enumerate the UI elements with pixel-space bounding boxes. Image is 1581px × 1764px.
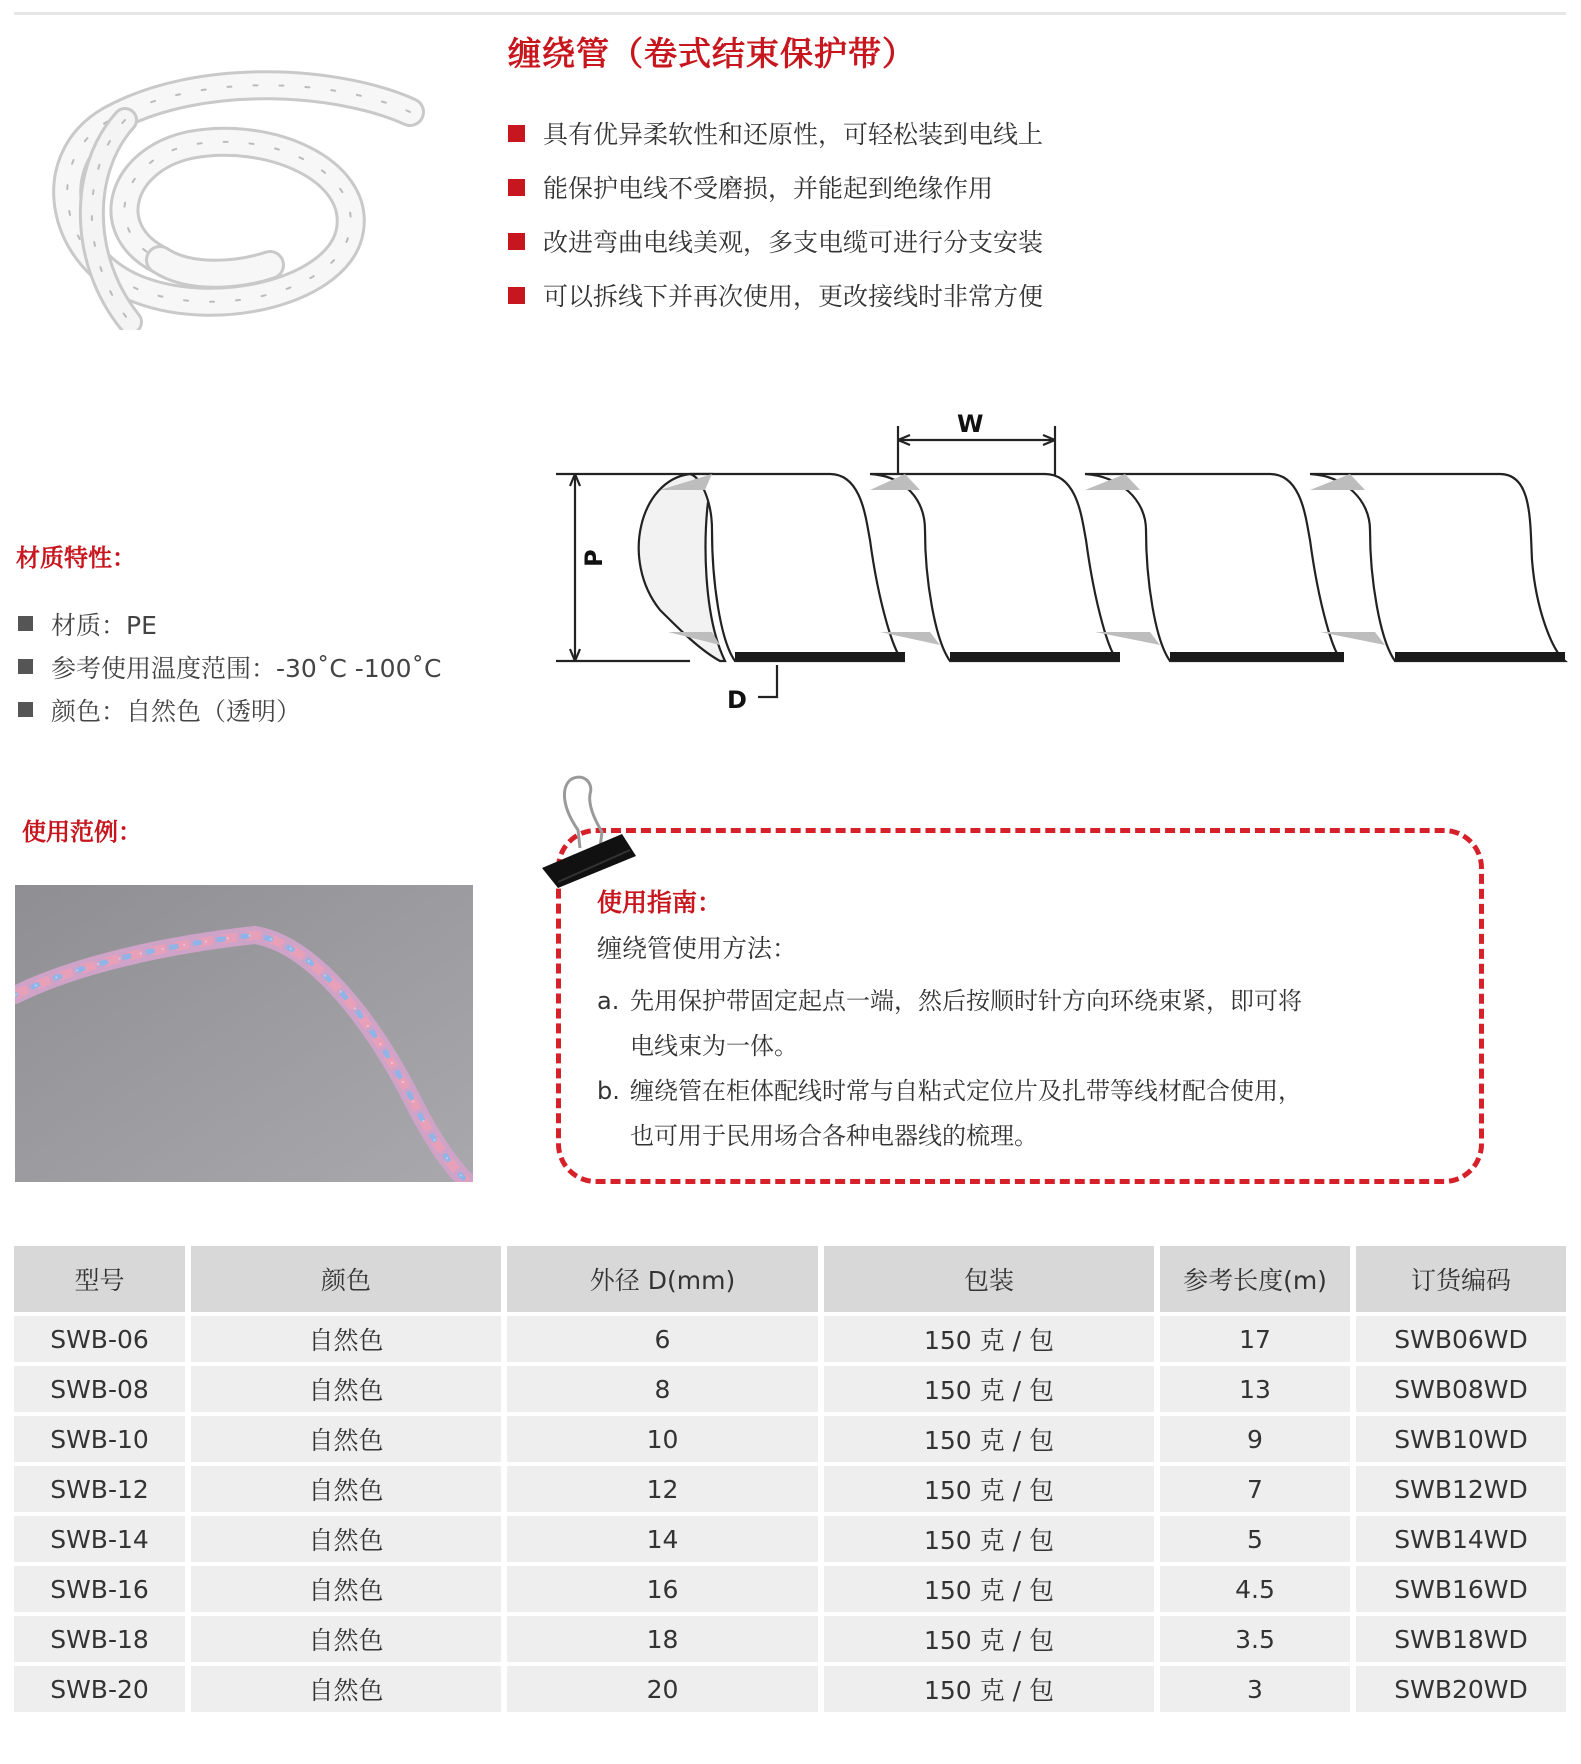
table-row	[14, 1566, 1566, 1612]
table-cell: 自然色	[191, 1616, 501, 1662]
table-cell: 150 克 / 包	[824, 1566, 1154, 1612]
table-row	[14, 1316, 1566, 1362]
top-divider	[14, 12, 1566, 15]
table-cell: SWB-06	[14, 1316, 185, 1362]
table-cell: 12	[507, 1466, 818, 1512]
material-heading: 材质特性：	[16, 544, 136, 572]
table-cell: 18	[507, 1616, 818, 1662]
table-row	[14, 1516, 1566, 1562]
table-row	[14, 1466, 1566, 1512]
usage-guide-box	[556, 828, 1484, 1184]
table-cell: 5	[1160, 1516, 1350, 1562]
feature-item: 可以拆线下并再次使用，更改接线时非常方便	[508, 268, 1043, 322]
table-cell: 自然色	[191, 1416, 501, 1462]
table-cell: 3.5	[1160, 1616, 1350, 1662]
table-cell: SWB-18	[14, 1616, 185, 1662]
table-cell: SWB-08	[14, 1366, 185, 1412]
feature-item: 能保护电线不受磨损，并能起到绝缘作用	[508, 160, 1043, 214]
table-cell: 3	[1160, 1666, 1350, 1712]
d-label: D	[727, 686, 747, 714]
table-cell: 20	[507, 1666, 818, 1712]
table-cell: 150 克 / 包	[824, 1316, 1154, 1362]
table-cell: 自然色	[191, 1466, 501, 1512]
column-header: 颜色	[191, 1246, 501, 1312]
column-header: 外径 D(mm)	[507, 1246, 818, 1312]
table-cell: 13	[1160, 1366, 1350, 1412]
table-cell: SWB12WD	[1356, 1466, 1566, 1512]
table-cell: 150 克 / 包	[824, 1366, 1154, 1412]
table-row	[14, 1616, 1566, 1662]
feature-item: 具有优异柔软性和还原性，可轻松装到电线上	[508, 106, 1043, 160]
bullet-square-icon	[508, 179, 525, 196]
table-cell: 8	[507, 1366, 818, 1412]
table-cell: 14	[507, 1516, 818, 1562]
material-spec-list	[18, 602, 441, 731]
feature-item: 改进弯曲电线美观，多支电缆可进行分支安装	[508, 214, 1043, 268]
column-header: 包装	[824, 1246, 1154, 1312]
table-cell: SWB06WD	[1356, 1316, 1566, 1362]
guide-step-a: a. 先用保护带固定起点一端，然后按顺时针方向环绕束紧，即可将 电线束为一体。	[597, 987, 1302, 1060]
table-cell: SWB08WD	[1356, 1366, 1566, 1412]
table-cell: SWB-12	[14, 1466, 185, 1512]
binder-clip-icon	[540, 770, 650, 890]
table-header-row	[14, 1246, 1566, 1312]
column-header: 型号	[14, 1246, 185, 1312]
bullet-square-icon	[18, 702, 33, 717]
table-row	[14, 1666, 1566, 1712]
table-cell: 16	[507, 1566, 818, 1612]
table-cell: 自然色	[191, 1316, 501, 1362]
table-cell: 自然色	[191, 1516, 501, 1562]
table-cell: 4.5	[1160, 1566, 1350, 1612]
spec-item: 材质：PE	[18, 602, 441, 645]
table-cell: SWB-14	[14, 1516, 185, 1562]
table-cell: 自然色	[191, 1366, 501, 1412]
spiral-dimension-diagram	[552, 402, 1570, 722]
table-cell: 自然色	[191, 1566, 501, 1612]
table-cell: 150 克 / 包	[824, 1666, 1154, 1712]
spec-item: 参考使用温度范围：-30˚C -100˚C	[18, 645, 441, 688]
feature-list	[508, 106, 1043, 322]
usage-heading: 使用范例：	[22, 818, 142, 846]
table-cell: 10	[507, 1416, 818, 1462]
table-cell: 150 克 / 包	[824, 1466, 1154, 1512]
table-cell: SWB20WD	[1356, 1666, 1566, 1712]
product-title: 缠绕管（卷式结束保护带）	[508, 34, 916, 73]
table-cell: 7	[1160, 1466, 1350, 1512]
table-cell: SWB14WD	[1356, 1516, 1566, 1562]
table-cell: 6	[507, 1316, 818, 1362]
bullet-square-icon	[18, 659, 33, 674]
guide-subtitle: 缠绕管使用方法：	[597, 934, 798, 963]
guide-step-b: b. 缠绕管在柜体配线时常与自粘式定位片及扎带等线材配合使用， 也可用于民用场合各种电器线的梳理。	[597, 1077, 1302, 1150]
table-row	[14, 1416, 1566, 1462]
table-cell: SWB10WD	[1356, 1416, 1566, 1462]
bullet-square-icon	[508, 287, 525, 304]
table-cell: SWB18WD	[1356, 1616, 1566, 1662]
spec-table	[8, 1242, 1572, 1716]
table-cell: 自然色	[191, 1666, 501, 1712]
guide-title: 使用指南：	[597, 888, 723, 917]
table-cell: 17	[1160, 1316, 1350, 1362]
column-header: 参考长度(m)	[1160, 1246, 1350, 1312]
table-cell: 150 克 / 包	[824, 1516, 1154, 1562]
product-image	[40, 60, 430, 330]
bullet-square-icon	[18, 616, 33, 631]
bullet-square-icon	[508, 125, 525, 142]
table-cell: 150 克 / 包	[824, 1416, 1154, 1462]
table-cell: SWB-10	[14, 1416, 185, 1462]
table-cell: SWB16WD	[1356, 1566, 1566, 1612]
table-cell: SWB-20	[14, 1666, 185, 1712]
table-cell: SWB-16	[14, 1566, 185, 1612]
table-cell: 150 克 / 包	[824, 1616, 1154, 1662]
spec-item: 颜色：自然色（透明）	[18, 688, 441, 731]
bullet-square-icon	[508, 233, 525, 250]
usage-example-photo	[15, 885, 473, 1182]
table-row	[14, 1366, 1566, 1412]
table-cell: 9	[1160, 1416, 1350, 1462]
p-label: P	[580, 549, 608, 567]
w-label: W	[957, 410, 984, 438]
column-header: 订货编码	[1356, 1246, 1566, 1312]
